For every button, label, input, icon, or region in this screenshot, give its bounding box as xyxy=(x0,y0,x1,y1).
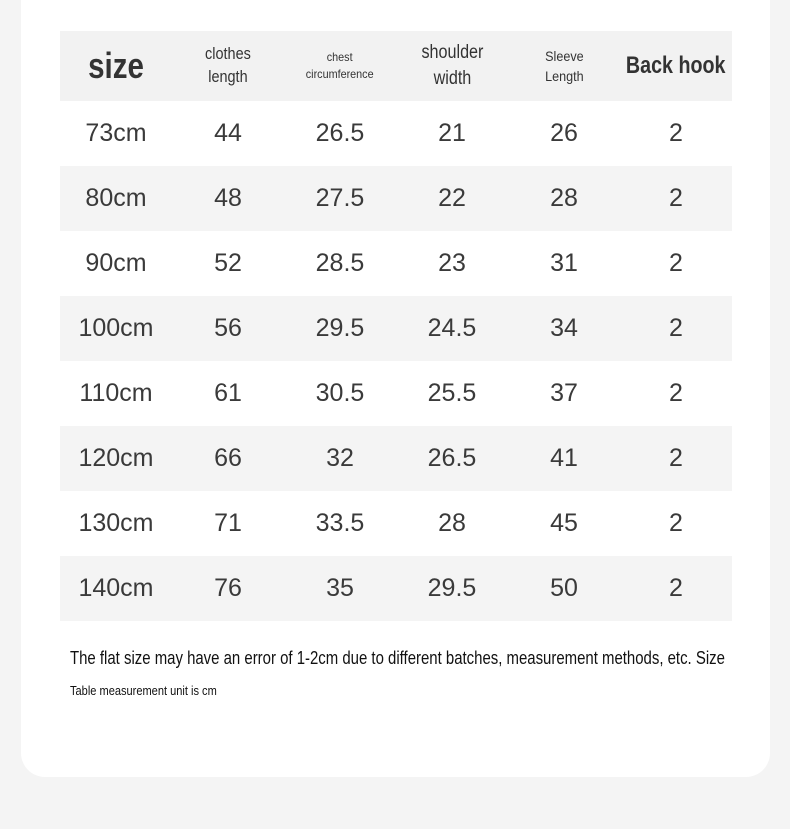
cell-chest: 29.5 xyxy=(315,314,365,342)
cell-sleeve-length: 50 xyxy=(550,574,578,602)
cell-back-hook: 2 xyxy=(669,509,683,537)
cell-chest: 26.5 xyxy=(315,119,365,147)
table-row xyxy=(60,361,732,426)
table-row xyxy=(60,491,732,556)
cell-sleeve-length: 31 xyxy=(550,249,578,277)
header-clothes-length: clothes length xyxy=(205,44,251,86)
cell-chest: 32 xyxy=(326,444,354,472)
cell-shoulder-width: 22 xyxy=(438,184,466,212)
header-size: size xyxy=(88,44,144,86)
cell-back-hook: 2 xyxy=(669,249,683,277)
cell-back-hook: 2 xyxy=(669,119,683,147)
cell-back-hook: 2 xyxy=(669,444,683,472)
cell-back-hook: 2 xyxy=(669,379,683,407)
cell-shoulder-width: 24.5 xyxy=(427,314,477,342)
table-row xyxy=(60,101,732,166)
header-shoulder-width: shoulder width xyxy=(421,42,483,89)
cell-sleeve-length: 41 xyxy=(550,444,578,472)
cell-chest: 28.5 xyxy=(315,249,365,277)
cell-sleeve-length: 37 xyxy=(550,379,578,407)
table-row xyxy=(60,556,732,621)
cell-clothes-length: 52 xyxy=(214,249,242,277)
cell-back-hook: 2 xyxy=(669,314,683,342)
cell-chest: 35 xyxy=(326,574,354,602)
note-line-2: Table measurement unit is cm xyxy=(70,683,217,698)
cell-clothes-length: 48 xyxy=(214,184,242,212)
cell-size: 110cm xyxy=(79,379,153,407)
cell-shoulder-width: 28 xyxy=(438,509,466,537)
cell-size: 80cm xyxy=(85,184,147,212)
cell-size: 100cm xyxy=(78,314,154,342)
cell-chest: 30.5 xyxy=(315,379,365,407)
cell-size: 130cm xyxy=(78,509,154,537)
cell-size: 140cm xyxy=(78,574,154,602)
cell-clothes-length: 44 xyxy=(214,119,242,147)
cell-shoulder-width: 25.5 xyxy=(427,379,477,407)
cell-sleeve-length: 28 xyxy=(550,184,578,212)
cell-clothes-length: 56 xyxy=(214,314,242,342)
table-header-row xyxy=(60,31,732,101)
table-row xyxy=(60,231,732,296)
header-sleeve-length: Sleeve Length xyxy=(544,47,584,84)
size-table xyxy=(60,31,732,621)
cell-clothes-length: 66 xyxy=(214,444,242,472)
cell-sleeve-length: 26 xyxy=(550,119,578,147)
cell-chest: 33.5 xyxy=(315,509,365,537)
cell-back-hook: 2 xyxy=(669,574,683,602)
header-back-hook: Back hook xyxy=(626,51,726,79)
header-chest-circumference: chest circumference xyxy=(306,49,374,81)
cell-chest: 27.5 xyxy=(315,184,365,212)
cell-shoulder-width: 29.5 xyxy=(427,574,477,602)
cell-shoulder-width: 26.5 xyxy=(427,444,477,472)
cell-size: 90cm xyxy=(85,249,147,277)
table-row xyxy=(60,166,732,231)
cell-back-hook: 2 xyxy=(669,184,683,212)
table-row xyxy=(60,426,732,491)
cell-clothes-length: 76 xyxy=(214,574,242,602)
table-row xyxy=(60,296,732,361)
cell-sleeve-length: 45 xyxy=(550,509,578,537)
cell-shoulder-width: 23 xyxy=(438,249,466,277)
cell-sleeve-length: 34 xyxy=(550,314,578,342)
note-line-1: The flat size may have an error of 1-2cm due to different batches, measurement methods, etc. Size xyxy=(70,648,725,668)
cell-clothes-length: 61 xyxy=(214,379,242,407)
cell-size: 120cm xyxy=(78,444,154,472)
cell-shoulder-width: 21 xyxy=(438,119,466,147)
cell-size: 73cm xyxy=(85,119,147,147)
cell-clothes-length: 71 xyxy=(214,509,242,537)
